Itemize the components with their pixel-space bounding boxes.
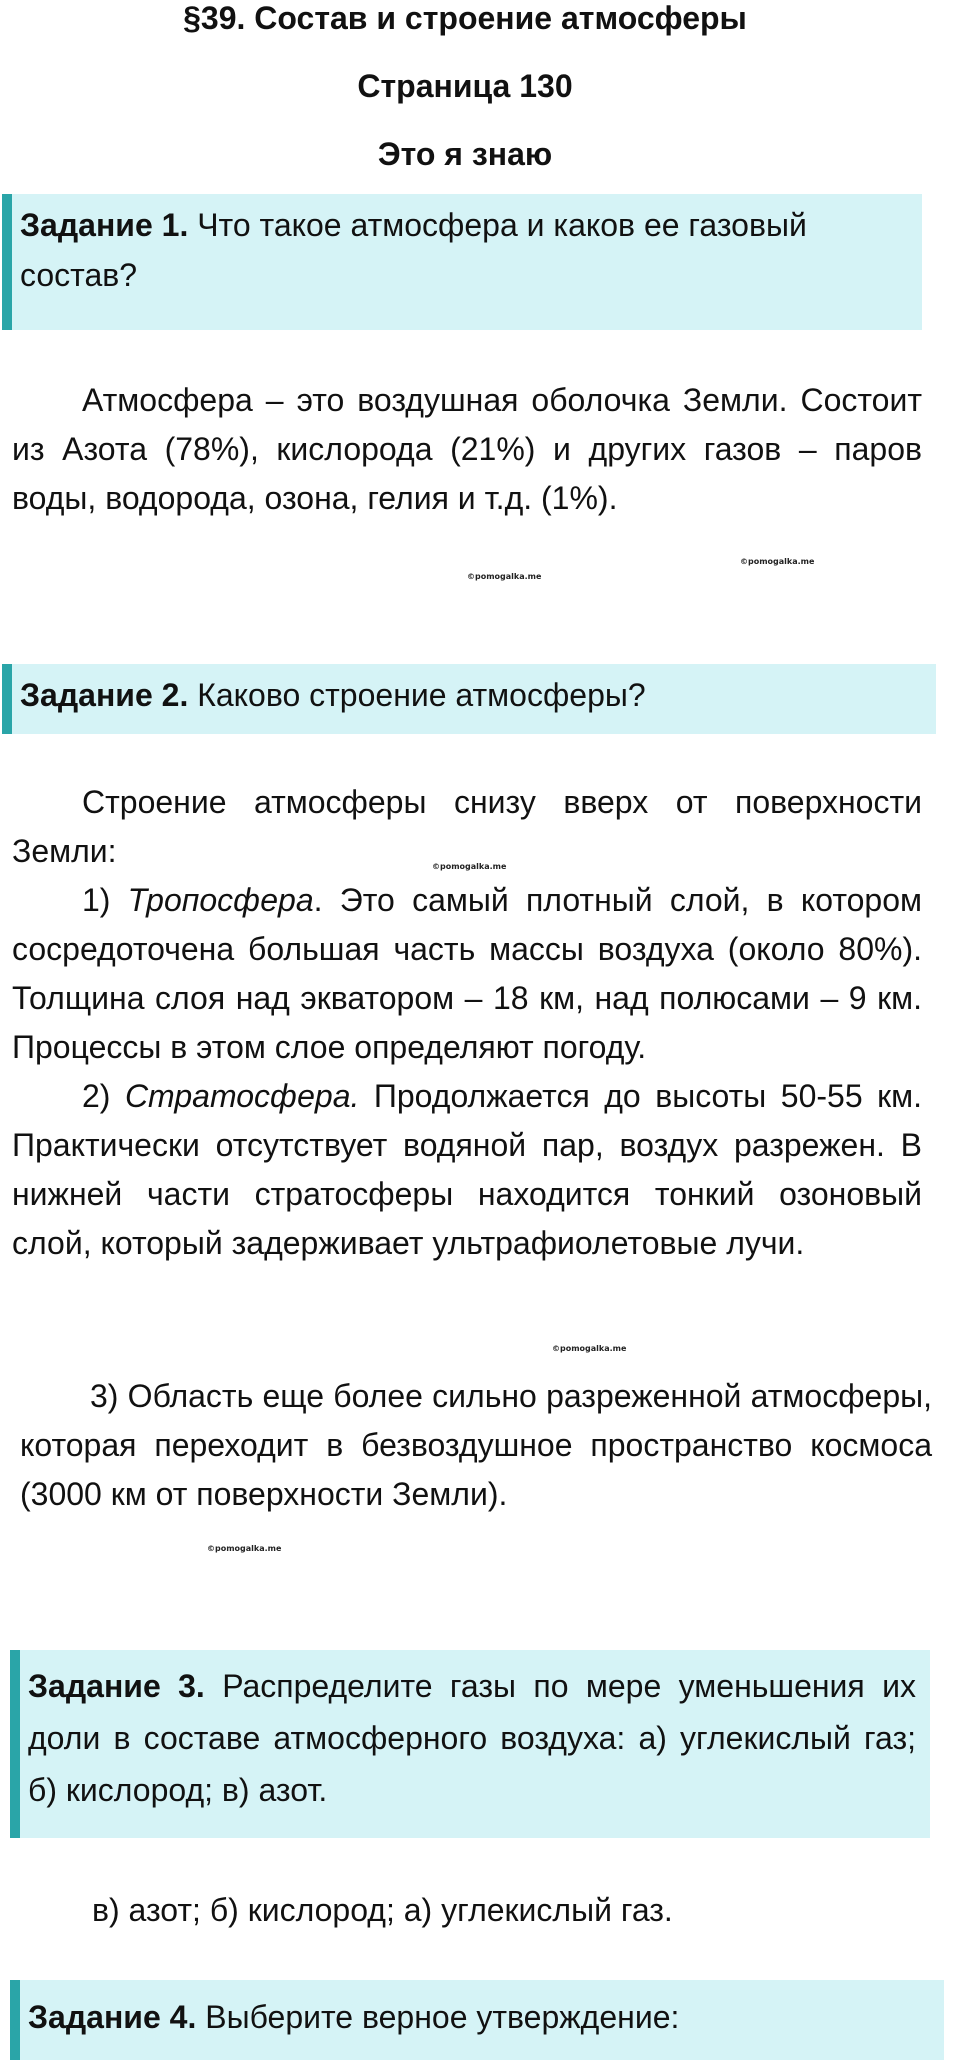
section-title: §39. Состав и строение атмосферы	[183, 0, 747, 36]
task1-label: Задание 1.	[20, 207, 189, 243]
task1-question: Что такое атмосфера и каков ее газовый состав?	[20, 207, 807, 293]
task3-label: Задание 3.	[28, 1668, 205, 1704]
page-label: Страница 130	[357, 68, 573, 104]
task3-box	[10, 1650, 930, 1838]
task2-item2	[12, 1072, 922, 1268]
task2-question: Каково строение атмосферы?	[188, 677, 646, 713]
task4-label: Задание 4.	[28, 1999, 197, 2035]
item1-text: . Это самый плотный слой, в котором сосредоточена большая часть массы воздуха (около 80%). Толщина слоя над экватором – 18 км, над полюсами – 9 км. Процессы в этом слое определяют погоду.	[12, 882, 922, 1065]
watermark: ©pomogalka.me	[740, 557, 815, 566]
task3-question: Распределите газы по мере уменьшения их доли в составе атмосферного воздуха: а) углекислый газ; б) кислород; в) азот.	[28, 1668, 916, 1808]
task3-answer: в) азот; б) кислород; а) углекислый газ.	[92, 1892, 673, 1928]
task1-answer: Атмосфера – это воздушная оболочка Земли. Состоит из Азота (78%), кислорода (21%) и других газов – паров воды, водорода, озона, гелия и т.д. (1%).	[12, 382, 922, 516]
watermark: ©pomogalka.me	[432, 862, 507, 871]
task4-question: Выберите верное утверждение:	[196, 1999, 680, 2035]
item1-name: Тропосфера	[127, 882, 314, 918]
item2-number: 2)	[82, 1078, 125, 1114]
task1-box	[2, 194, 922, 330]
task2-item3: 3) Область еще более сильно разреженной атмосферы, которая переходит в безвоздушное пространство космоса (3000 км от поверхности Земли).	[20, 1378, 932, 1512]
task2-box	[2, 664, 936, 734]
task2-item1	[12, 876, 922, 1072]
task4-box	[10, 1980, 944, 2060]
watermark: ©pomogalka.me	[552, 1344, 627, 1353]
item1-number: 1)	[82, 882, 128, 918]
task2-label: Задание 2.	[20, 677, 189, 713]
subheading: Это я знаю	[377, 136, 553, 172]
task2-answer	[12, 778, 922, 1268]
watermark: ©pomogalka.me	[207, 1544, 282, 1553]
task2-intro: Строение атмосферы снизу вверх от поверхности Земли:	[12, 784, 922, 869]
watermark: ©pomogalka.me	[467, 572, 542, 581]
item2-name: Стратосфера.	[124, 1078, 360, 1114]
item2-text: Продолжается до высоты 50-55 км. Практически отсутствует водяной пар, воздух разрежен. В нижней части стратосферы находится тонкий озоновый слой, который задерживает ультрафиолетовые лучи.	[12, 1078, 923, 1261]
